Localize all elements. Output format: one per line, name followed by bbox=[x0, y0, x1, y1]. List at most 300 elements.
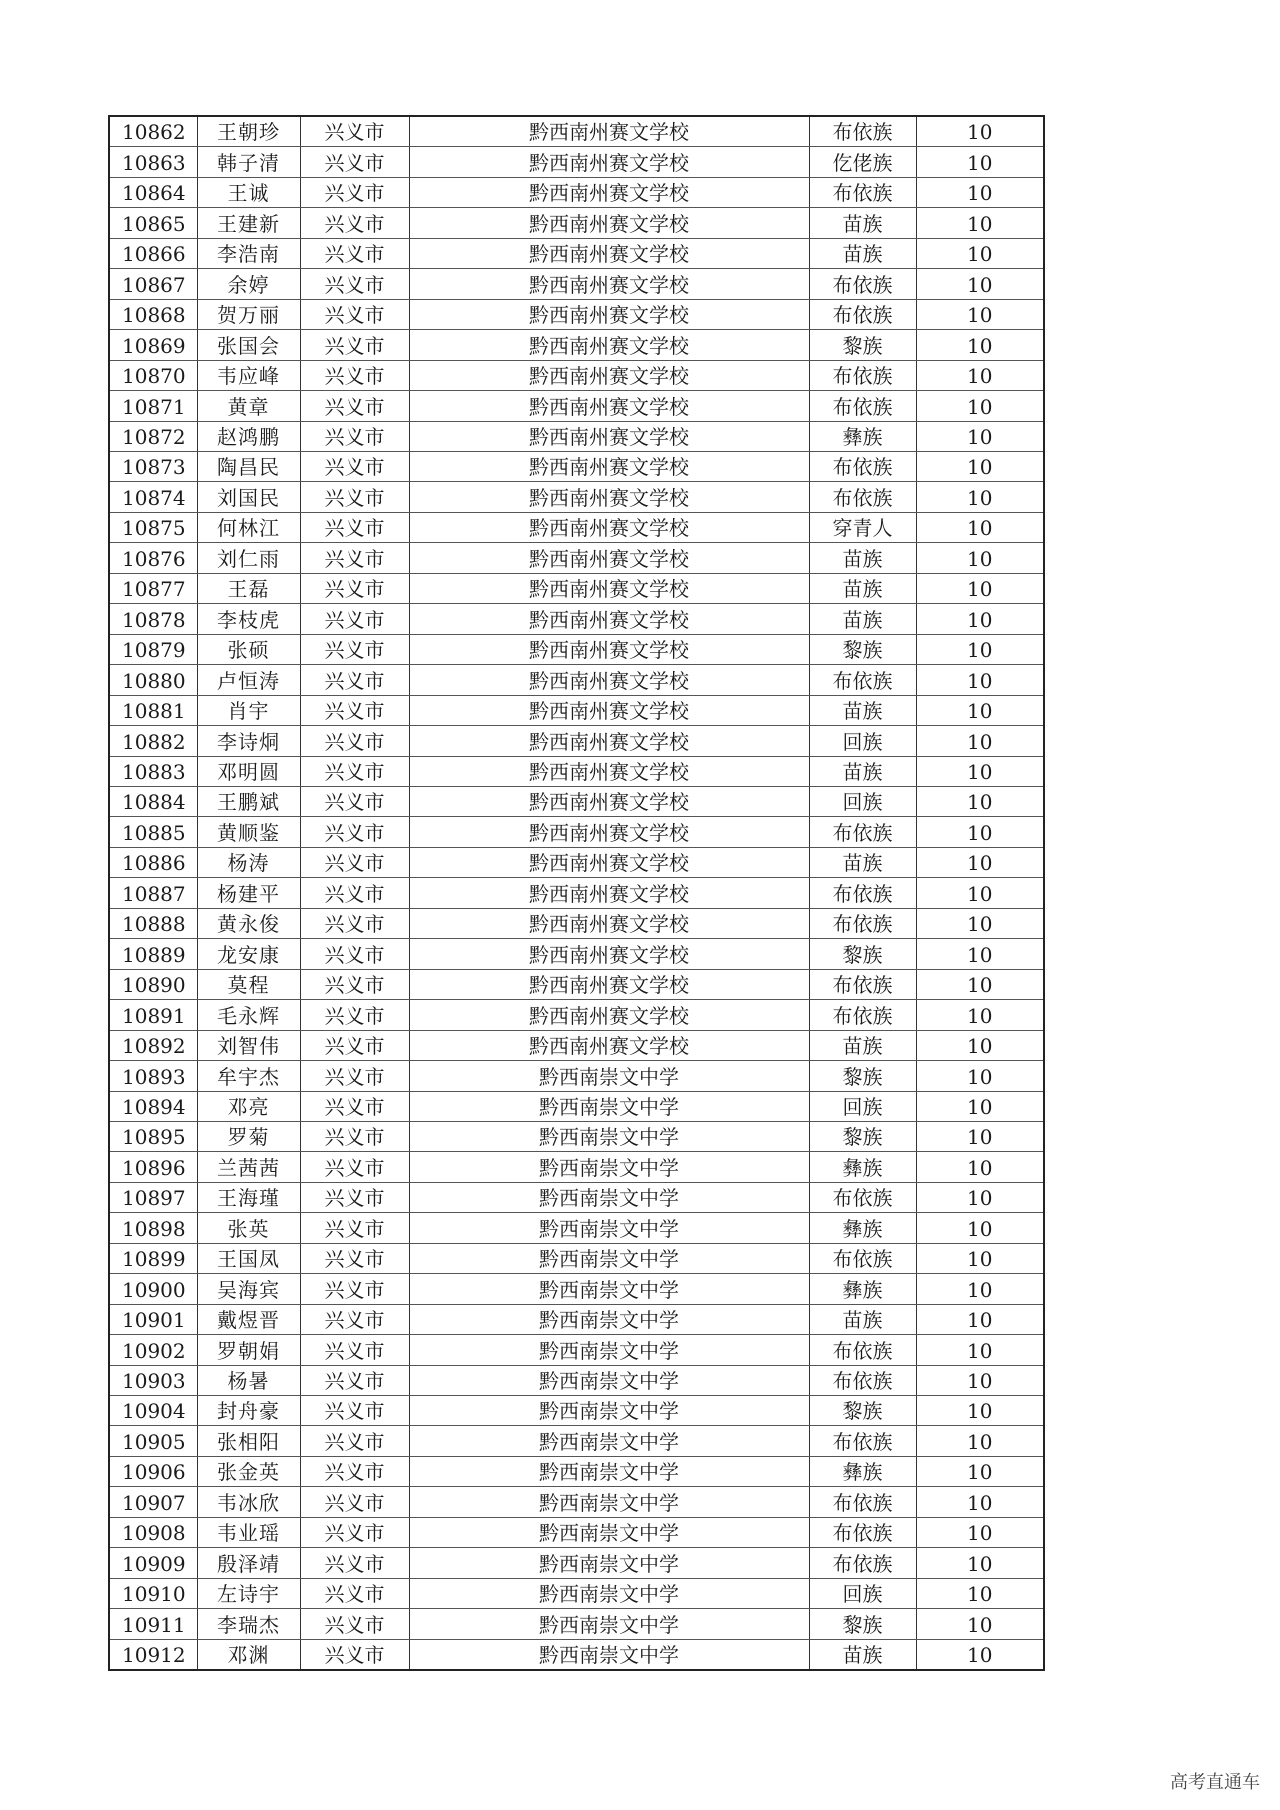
bonus-points-cell: 10 bbox=[916, 939, 1044, 969]
student-name-cell: 罗朝娟 bbox=[197, 1335, 300, 1365]
school-name-cell: 黔西南州赛文学校 bbox=[409, 786, 809, 816]
student-name-cell: 张国会 bbox=[197, 330, 300, 360]
bonus-points-cell: 10 bbox=[916, 1456, 1044, 1486]
table-row bbox=[109, 1548, 1044, 1578]
table-row bbox=[109, 1426, 1044, 1456]
ethnicity-cell: 黎族 bbox=[809, 939, 916, 969]
school-name-cell: 黔西南崇文中学 bbox=[409, 1639, 809, 1670]
table-row bbox=[109, 147, 1044, 177]
candidate-id-cell: 10911 bbox=[109, 1609, 197, 1639]
city-cell: 兴义市 bbox=[300, 1456, 409, 1486]
candidate-id-cell: 10873 bbox=[109, 451, 197, 481]
candidate-id-cell: 10904 bbox=[109, 1396, 197, 1426]
candidate-id-cell: 10878 bbox=[109, 604, 197, 634]
school-name-cell: 黔西南州赛文学校 bbox=[409, 269, 809, 299]
city-cell: 兴义市 bbox=[300, 604, 409, 634]
school-name-cell: 黔西南州赛文学校 bbox=[409, 604, 809, 634]
table-row bbox=[109, 1365, 1044, 1395]
table-row bbox=[109, 1578, 1044, 1608]
candidate-id-cell: 10906 bbox=[109, 1456, 197, 1486]
bonus-points-cell: 10 bbox=[916, 1487, 1044, 1517]
bonus-points-cell: 10 bbox=[916, 177, 1044, 207]
bonus-points-cell: 10 bbox=[916, 573, 1044, 603]
ethnicity-cell: 苗族 bbox=[809, 573, 916, 603]
ethnicity-cell: 仡佬族 bbox=[809, 147, 916, 177]
table-row bbox=[109, 1121, 1044, 1151]
ethnicity-cell: 黎族 bbox=[809, 1061, 916, 1091]
school-name-cell: 黔西南崇文中学 bbox=[409, 1548, 809, 1578]
city-cell: 兴义市 bbox=[300, 1182, 409, 1212]
school-name-cell: 黔西南州赛文学校 bbox=[409, 147, 809, 177]
ethnicity-cell: 布依族 bbox=[809, 1426, 916, 1456]
table-row bbox=[109, 756, 1044, 786]
bonus-points-cell: 10 bbox=[916, 1000, 1044, 1030]
candidate-id-cell: 10864 bbox=[109, 177, 197, 207]
student-name-cell: 韩子清 bbox=[197, 147, 300, 177]
student-name-cell: 邓亮 bbox=[197, 1091, 300, 1121]
table-row bbox=[109, 1639, 1044, 1670]
ethnicity-cell: 苗族 bbox=[809, 695, 916, 725]
table-row bbox=[109, 665, 1044, 695]
school-name-cell: 黔西南崇文中学 bbox=[409, 1091, 809, 1121]
school-name-cell: 黔西南州赛文学校 bbox=[409, 1000, 809, 1030]
city-cell: 兴义市 bbox=[300, 299, 409, 329]
ethnicity-cell: 布依族 bbox=[809, 1335, 916, 1365]
table-row bbox=[109, 177, 1044, 207]
student-name-cell: 戴煜晋 bbox=[197, 1304, 300, 1334]
school-name-cell: 黔西南崇文中学 bbox=[409, 1152, 809, 1182]
bonus-points-cell: 10 bbox=[916, 878, 1044, 908]
candidate-id-cell: 10902 bbox=[109, 1335, 197, 1365]
city-cell: 兴义市 bbox=[300, 1030, 409, 1060]
ethnicity-cell: 黎族 bbox=[809, 1396, 916, 1426]
candidate-id-cell: 10870 bbox=[109, 360, 197, 390]
candidate-id-cell: 10865 bbox=[109, 208, 197, 238]
bonus-points-cell: 10 bbox=[916, 299, 1044, 329]
bonus-points-cell: 10 bbox=[916, 330, 1044, 360]
student-name-cell: 张硕 bbox=[197, 634, 300, 664]
school-name-cell: 黔西南崇文中学 bbox=[409, 1182, 809, 1212]
city-cell: 兴义市 bbox=[300, 451, 409, 481]
ethnicity-cell: 布依族 bbox=[809, 878, 916, 908]
bonus-points-cell: 10 bbox=[916, 1578, 1044, 1608]
ethnicity-cell: 黎族 bbox=[809, 1121, 916, 1151]
candidate-id-cell: 10895 bbox=[109, 1121, 197, 1151]
bonus-points-cell: 10 bbox=[916, 1517, 1044, 1547]
school-name-cell: 黔西南崇文中学 bbox=[409, 1517, 809, 1547]
table-row bbox=[109, 330, 1044, 360]
student-name-cell: 韦业瑶 bbox=[197, 1517, 300, 1547]
city-cell: 兴义市 bbox=[300, 1304, 409, 1334]
candidate-id-cell: 10899 bbox=[109, 1243, 197, 1273]
ethnicity-cell: 黎族 bbox=[809, 1609, 916, 1639]
table-row bbox=[109, 482, 1044, 512]
city-cell: 兴义市 bbox=[300, 543, 409, 573]
student-name-cell: 封舟豪 bbox=[197, 1396, 300, 1426]
table-row bbox=[109, 543, 1044, 573]
school-name-cell: 黔西南州赛文学校 bbox=[409, 817, 809, 847]
watermark-text: 高考直通车 bbox=[1170, 1772, 1260, 1793]
school-name-cell: 黔西南崇文中学 bbox=[409, 1243, 809, 1273]
city-cell: 兴义市 bbox=[300, 1121, 409, 1151]
ethnicity-cell: 苗族 bbox=[809, 756, 916, 786]
school-name-cell: 黔西南州赛文学校 bbox=[409, 177, 809, 207]
student-name-cell: 李浩南 bbox=[197, 238, 300, 268]
ethnicity-cell: 回族 bbox=[809, 1578, 916, 1608]
city-cell: 兴义市 bbox=[300, 1426, 409, 1456]
ethnicity-cell: 苗族 bbox=[809, 543, 916, 573]
table-row bbox=[109, 1030, 1044, 1060]
student-name-cell: 陶昌民 bbox=[197, 451, 300, 481]
student-name-cell: 莫程 bbox=[197, 969, 300, 999]
city-cell: 兴义市 bbox=[300, 665, 409, 695]
ethnicity-cell: 布依族 bbox=[809, 269, 916, 299]
student-name-cell: 吴海宾 bbox=[197, 1274, 300, 1304]
student-name-cell: 王诚 bbox=[197, 177, 300, 207]
table-row bbox=[109, 1609, 1044, 1639]
school-name-cell: 黔西南州赛文学校 bbox=[409, 878, 809, 908]
city-cell: 兴义市 bbox=[300, 878, 409, 908]
candidate-id-cell: 10874 bbox=[109, 482, 197, 512]
table-row bbox=[109, 391, 1044, 421]
bonus-points-cell: 10 bbox=[916, 1121, 1044, 1151]
city-cell: 兴义市 bbox=[300, 1243, 409, 1273]
city-cell: 兴义市 bbox=[300, 1578, 409, 1608]
candidate-id-cell: 10912 bbox=[109, 1639, 197, 1670]
student-name-cell: 刘仁雨 bbox=[197, 543, 300, 573]
city-cell: 兴义市 bbox=[300, 208, 409, 238]
ethnicity-cell: 布依族 bbox=[809, 817, 916, 847]
ethnicity-cell: 黎族 bbox=[809, 330, 916, 360]
bonus-points-cell: 10 bbox=[916, 665, 1044, 695]
table-row bbox=[109, 634, 1044, 664]
bonus-points-cell: 10 bbox=[916, 360, 1044, 390]
candidate-id-cell: 10909 bbox=[109, 1548, 197, 1578]
table-row bbox=[109, 1061, 1044, 1091]
ethnicity-cell: 彝族 bbox=[809, 1213, 916, 1243]
ethnicity-cell: 苗族 bbox=[809, 1639, 916, 1670]
candidate-id-cell: 10876 bbox=[109, 543, 197, 573]
student-name-cell: 卢恒涛 bbox=[197, 665, 300, 695]
school-name-cell: 黔西南州赛文学校 bbox=[409, 208, 809, 238]
city-cell: 兴义市 bbox=[300, 847, 409, 877]
city-cell: 兴义市 bbox=[300, 177, 409, 207]
city-cell: 兴义市 bbox=[300, 1396, 409, 1426]
city-cell: 兴义市 bbox=[300, 1000, 409, 1030]
candidate-id-cell: 10883 bbox=[109, 756, 197, 786]
candidate-id-cell: 10879 bbox=[109, 634, 197, 664]
city-cell: 兴义市 bbox=[300, 482, 409, 512]
table-row bbox=[109, 1152, 1044, 1182]
table-row bbox=[109, 269, 1044, 299]
bonus-points-cell: 10 bbox=[916, 451, 1044, 481]
school-name-cell: 黔西南崇文中学 bbox=[409, 1274, 809, 1304]
student-name-cell: 王建新 bbox=[197, 208, 300, 238]
student-name-cell: 张金英 bbox=[197, 1456, 300, 1486]
bonus-points-cell: 10 bbox=[916, 726, 1044, 756]
ethnicity-cell: 布依族 bbox=[809, 908, 916, 938]
candidate-id-cell: 10869 bbox=[109, 330, 197, 360]
bonus-points-cell: 10 bbox=[916, 238, 1044, 268]
student-name-cell: 刘国民 bbox=[197, 482, 300, 512]
roster-table-body bbox=[109, 116, 1044, 1670]
table-row bbox=[109, 817, 1044, 847]
city-cell: 兴义市 bbox=[300, 726, 409, 756]
ethnicity-cell: 布依族 bbox=[809, 177, 916, 207]
school-name-cell: 黔西南州赛文学校 bbox=[409, 908, 809, 938]
school-name-cell: 黔西南州赛文学校 bbox=[409, 726, 809, 756]
city-cell: 兴义市 bbox=[300, 1213, 409, 1243]
candidate-id-cell: 10872 bbox=[109, 421, 197, 451]
table-row bbox=[109, 238, 1044, 268]
school-name-cell: 黔西南州赛文学校 bbox=[409, 482, 809, 512]
ethnicity-cell: 回族 bbox=[809, 1091, 916, 1121]
ethnicity-cell: 布依族 bbox=[809, 1182, 916, 1212]
student-name-cell: 毛永辉 bbox=[197, 1000, 300, 1030]
bonus-points-cell: 10 bbox=[916, 482, 1044, 512]
table-row bbox=[109, 1517, 1044, 1547]
student-name-cell: 杨建平 bbox=[197, 878, 300, 908]
ethnicity-cell: 布依族 bbox=[809, 391, 916, 421]
city-cell: 兴义市 bbox=[300, 1487, 409, 1517]
ethnicity-cell: 彝族 bbox=[809, 1456, 916, 1486]
ethnicity-cell: 苗族 bbox=[809, 604, 916, 634]
city-cell: 兴义市 bbox=[300, 817, 409, 847]
candidate-id-cell: 10891 bbox=[109, 1000, 197, 1030]
school-name-cell: 黔西南州赛文学校 bbox=[409, 695, 809, 725]
bonus-points-cell: 10 bbox=[916, 1274, 1044, 1304]
candidate-id-cell: 10868 bbox=[109, 299, 197, 329]
city-cell: 兴义市 bbox=[300, 269, 409, 299]
student-name-cell: 邓渊 bbox=[197, 1639, 300, 1670]
school-name-cell: 黔西南州赛文学校 bbox=[409, 512, 809, 542]
student-name-cell: 张英 bbox=[197, 1213, 300, 1243]
table-row bbox=[109, 1456, 1044, 1486]
candidate-id-cell: 10886 bbox=[109, 847, 197, 877]
city-cell: 兴义市 bbox=[300, 786, 409, 816]
table-row bbox=[109, 1243, 1044, 1273]
candidate-id-cell: 10884 bbox=[109, 786, 197, 816]
bonus-points-cell: 10 bbox=[916, 543, 1044, 573]
ethnicity-cell: 彝族 bbox=[809, 1274, 916, 1304]
bonus-points-cell: 10 bbox=[916, 1548, 1044, 1578]
school-name-cell: 黔西南崇文中学 bbox=[409, 1456, 809, 1486]
candidate-id-cell: 10867 bbox=[109, 269, 197, 299]
table-row bbox=[109, 939, 1044, 969]
city-cell: 兴义市 bbox=[300, 1517, 409, 1547]
table-row bbox=[109, 299, 1044, 329]
school-name-cell: 黔西南崇文中学 bbox=[409, 1061, 809, 1091]
bonus-points-cell: 10 bbox=[916, 1609, 1044, 1639]
candidate-id-cell: 10890 bbox=[109, 969, 197, 999]
candidate-id-cell: 10885 bbox=[109, 817, 197, 847]
candidate-id-cell: 10905 bbox=[109, 1426, 197, 1456]
candidate-id-cell: 10875 bbox=[109, 512, 197, 542]
table-row bbox=[109, 451, 1044, 481]
city-cell: 兴义市 bbox=[300, 634, 409, 664]
city-cell: 兴义市 bbox=[300, 1091, 409, 1121]
bonus-points-cell: 10 bbox=[916, 116, 1044, 147]
school-name-cell: 黔西南州赛文学校 bbox=[409, 665, 809, 695]
student-name-cell: 王朝珍 bbox=[197, 116, 300, 147]
bonus-points-cell: 10 bbox=[916, 969, 1044, 999]
student-name-cell: 王海瑾 bbox=[197, 1182, 300, 1212]
candidate-id-cell: 10892 bbox=[109, 1030, 197, 1060]
bonus-points-cell: 10 bbox=[916, 695, 1044, 725]
student-name-cell: 何林江 bbox=[197, 512, 300, 542]
ethnicity-cell: 苗族 bbox=[809, 847, 916, 877]
roster-table bbox=[108, 115, 1045, 1671]
school-name-cell: 黔西南州赛文学校 bbox=[409, 116, 809, 147]
city-cell: 兴义市 bbox=[300, 116, 409, 147]
bonus-points-cell: 10 bbox=[916, 512, 1044, 542]
school-name-cell: 黔西南崇文中学 bbox=[409, 1213, 809, 1243]
student-name-cell: 王磊 bbox=[197, 573, 300, 603]
school-name-cell: 黔西南崇文中学 bbox=[409, 1335, 809, 1365]
school-name-cell: 黔西南州赛文学校 bbox=[409, 939, 809, 969]
bonus-points-cell: 10 bbox=[916, 1426, 1044, 1456]
student-name-cell: 罗菊 bbox=[197, 1121, 300, 1151]
ethnicity-cell: 回族 bbox=[809, 726, 916, 756]
bonus-points-cell: 10 bbox=[916, 1061, 1044, 1091]
school-name-cell: 黔西南州赛文学校 bbox=[409, 451, 809, 481]
bonus-points-cell: 10 bbox=[916, 1243, 1044, 1273]
table-row bbox=[109, 1091, 1044, 1121]
school-name-cell: 黔西南州赛文学校 bbox=[409, 391, 809, 421]
candidate-id-cell: 10881 bbox=[109, 695, 197, 725]
school-name-cell: 黔西南崇文中学 bbox=[409, 1609, 809, 1639]
bonus-points-cell: 10 bbox=[916, 1639, 1044, 1670]
school-name-cell: 黔西南州赛文学校 bbox=[409, 238, 809, 268]
city-cell: 兴义市 bbox=[300, 1365, 409, 1395]
school-name-cell: 黔西南州赛文学校 bbox=[409, 969, 809, 999]
ethnicity-cell: 布依族 bbox=[809, 1000, 916, 1030]
candidate-id-cell: 10866 bbox=[109, 238, 197, 268]
city-cell: 兴义市 bbox=[300, 1152, 409, 1182]
ethnicity-cell: 苗族 bbox=[809, 1030, 916, 1060]
table-row bbox=[109, 421, 1044, 451]
city-cell: 兴义市 bbox=[300, 1609, 409, 1639]
ethnicity-cell: 布依族 bbox=[809, 116, 916, 147]
student-name-cell: 兰茜茜 bbox=[197, 1152, 300, 1182]
table-row bbox=[109, 1182, 1044, 1212]
ethnicity-cell: 布依族 bbox=[809, 451, 916, 481]
bonus-points-cell: 10 bbox=[916, 1213, 1044, 1243]
ethnicity-cell: 布依族 bbox=[809, 1487, 916, 1517]
bonus-points-cell: 10 bbox=[916, 1304, 1044, 1334]
city-cell: 兴义市 bbox=[300, 969, 409, 999]
student-name-cell: 韦应峰 bbox=[197, 360, 300, 390]
student-name-cell: 龙安康 bbox=[197, 939, 300, 969]
school-name-cell: 黔西南州赛文学校 bbox=[409, 421, 809, 451]
table-row bbox=[109, 726, 1044, 756]
table-row bbox=[109, 208, 1044, 238]
student-name-cell: 左诗宇 bbox=[197, 1578, 300, 1608]
bonus-points-cell: 10 bbox=[916, 756, 1044, 786]
student-name-cell: 贺万丽 bbox=[197, 299, 300, 329]
school-name-cell: 黔西南州赛文学校 bbox=[409, 330, 809, 360]
school-name-cell: 黔西南州赛文学校 bbox=[409, 847, 809, 877]
city-cell: 兴义市 bbox=[300, 512, 409, 542]
student-name-cell: 韦冰欣 bbox=[197, 1487, 300, 1517]
ethnicity-cell: 布依族 bbox=[809, 1365, 916, 1395]
table-row bbox=[109, 695, 1044, 725]
table-row bbox=[109, 1000, 1044, 1030]
ethnicity-cell: 彝族 bbox=[809, 421, 916, 451]
school-name-cell: 黔西南崇文中学 bbox=[409, 1578, 809, 1608]
school-name-cell: 黔西南州赛文学校 bbox=[409, 360, 809, 390]
student-name-cell: 杨涛 bbox=[197, 847, 300, 877]
candidate-id-cell: 10893 bbox=[109, 1061, 197, 1091]
table-row bbox=[109, 786, 1044, 816]
school-name-cell: 黔西南州赛文学校 bbox=[409, 756, 809, 786]
bonus-points-cell: 10 bbox=[916, 817, 1044, 847]
school-name-cell: 黔西南崇文中学 bbox=[409, 1396, 809, 1426]
ethnicity-cell: 布依族 bbox=[809, 665, 916, 695]
student-name-cell: 张相阳 bbox=[197, 1426, 300, 1456]
candidate-id-cell: 10900 bbox=[109, 1274, 197, 1304]
school-name-cell: 黔西南崇文中学 bbox=[409, 1426, 809, 1456]
table-row bbox=[109, 116, 1044, 147]
student-name-cell: 李枝虎 bbox=[197, 604, 300, 634]
bonus-points-cell: 10 bbox=[916, 208, 1044, 238]
candidate-id-cell: 10887 bbox=[109, 878, 197, 908]
table-row bbox=[109, 878, 1044, 908]
ethnicity-cell: 穿青人 bbox=[809, 512, 916, 542]
ethnicity-cell: 布依族 bbox=[809, 1517, 916, 1547]
student-name-cell: 王国凤 bbox=[197, 1243, 300, 1273]
candidate-id-cell: 10908 bbox=[109, 1517, 197, 1547]
school-name-cell: 黔西南崇文中学 bbox=[409, 1121, 809, 1151]
school-name-cell: 黔西南崇文中学 bbox=[409, 1365, 809, 1395]
bonus-points-cell: 10 bbox=[916, 847, 1044, 877]
bonus-points-cell: 10 bbox=[916, 634, 1044, 664]
candidate-id-cell: 10896 bbox=[109, 1152, 197, 1182]
bonus-points-cell: 10 bbox=[916, 1182, 1044, 1212]
city-cell: 兴义市 bbox=[300, 421, 409, 451]
city-cell: 兴义市 bbox=[300, 1061, 409, 1091]
school-name-cell: 黔西南州赛文学校 bbox=[409, 573, 809, 603]
ethnicity-cell: 苗族 bbox=[809, 1304, 916, 1334]
city-cell: 兴义市 bbox=[300, 147, 409, 177]
ethnicity-cell: 布依族 bbox=[809, 360, 916, 390]
ethnicity-cell: 布依族 bbox=[809, 1548, 916, 1578]
table-row bbox=[109, 908, 1044, 938]
student-name-cell: 李瑞杰 bbox=[197, 1609, 300, 1639]
ethnicity-cell: 布依族 bbox=[809, 1243, 916, 1273]
table-row bbox=[109, 847, 1044, 877]
ethnicity-cell: 布依族 bbox=[809, 482, 916, 512]
city-cell: 兴义市 bbox=[300, 756, 409, 786]
student-name-cell: 杨暑 bbox=[197, 1365, 300, 1395]
bonus-points-cell: 10 bbox=[916, 1091, 1044, 1121]
city-cell: 兴义市 bbox=[300, 1335, 409, 1365]
bonus-points-cell: 10 bbox=[916, 391, 1044, 421]
school-name-cell: 黔西南崇文中学 bbox=[409, 1304, 809, 1334]
table-row bbox=[109, 1487, 1044, 1517]
ethnicity-cell: 回族 bbox=[809, 786, 916, 816]
bonus-points-cell: 10 bbox=[916, 421, 1044, 451]
school-name-cell: 黔西南州赛文学校 bbox=[409, 543, 809, 573]
candidate-id-cell: 10889 bbox=[109, 939, 197, 969]
school-name-cell: 黔西南崇文中学 bbox=[409, 1487, 809, 1517]
candidate-id-cell: 10863 bbox=[109, 147, 197, 177]
table-row bbox=[109, 1396, 1044, 1426]
bonus-points-cell: 10 bbox=[916, 1030, 1044, 1060]
city-cell: 兴义市 bbox=[300, 360, 409, 390]
candidate-id-cell: 10903 bbox=[109, 1365, 197, 1395]
bonus-points-cell: 10 bbox=[916, 908, 1044, 938]
